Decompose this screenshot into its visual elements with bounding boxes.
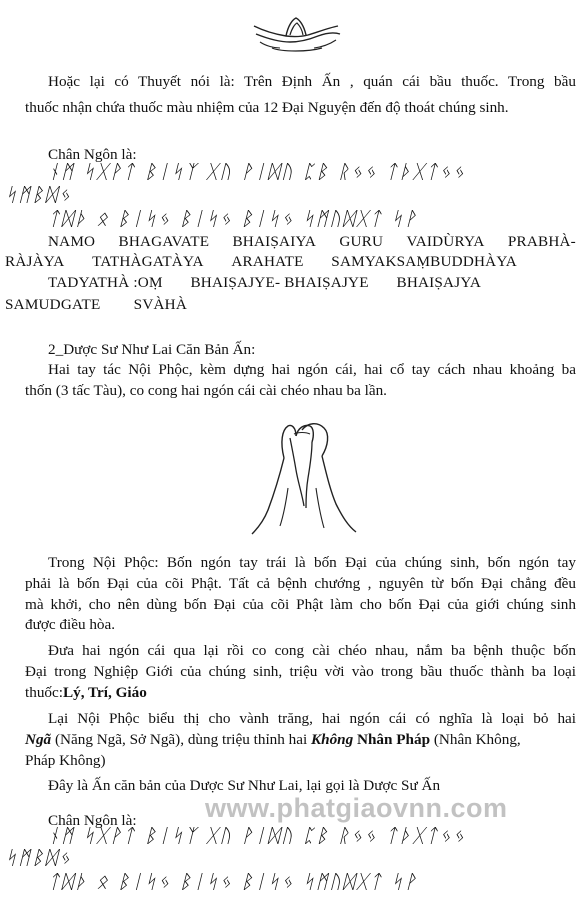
para3-line4: được điều hòa. <box>25 616 116 633</box>
romanized-line <box>48 272 481 294</box>
para4-line3 <box>25 682 147 704</box>
mantra-label: Chân Ngôn là: <box>48 146 137 163</box>
siddham-line: ᚾᛗ ᛋᚷᚹᛏ ᛒᛁᛋᛉ ᚷᚢ ᚹᛁᛞᚢ ᛈᛒ ᚱᛃᛃ ᛏᚦᚷᛏᛃᛃ <box>48 825 467 847</box>
para3-line1: Trong Nội Phộc: Bốn ngón tay trái là bốn Đại của chúng sinh, bốn ngón tay <box>48 554 576 571</box>
romanized-word: PRABHÀ- <box>507 233 576 250</box>
romanized-word: BHAIṢAJYE- BHAIṢAJYE <box>190 274 369 291</box>
romanized-word: VAIDÙRYA <box>406 233 485 250</box>
meditation-mudra-illustration <box>252 8 342 56</box>
romanized-word: SVÀHÀ <box>133 296 187 313</box>
siddham-line: ᛋᛗᛒᛞᛃ <box>5 847 73 869</box>
bold-italic-run: Không <box>311 731 354 748</box>
romanized-word: SAMYAKSAṂBUDDHÀYA <box>331 253 517 270</box>
romanized-word: BHAIṢAIYA <box>232 233 317 250</box>
text-run: (Năng Ngã, Sở Ngã), dùng triệu thỉnh hai <box>51 731 311 748</box>
bold-text-run: Lý, Trí, Giáo <box>62 684 147 701</box>
section2-line2: thốn (3 tấc Tàu), co cong hai ngón cái cài chéo nhau ba lần. <box>25 382 387 399</box>
section-heading: 2_Dược Sư Như Lai Căn Bản Ấn: <box>48 341 256 358</box>
romanized-word: TADYATHÀ :OṂ <box>48 274 163 291</box>
romanized-word: GURU <box>339 233 384 250</box>
romanized-line <box>5 294 187 316</box>
siddham-line: ᛋᛗᛒᛞᛃ <box>5 184 73 206</box>
para6-line1: Đây là Ấn căn bản của Dược Sư Như Lai, lại gọi là Dược Sư Ấn <box>48 777 441 794</box>
para1-line1: Hoặc lại có Thuyết nói là: Trên Định Ấn , quán cái bầu thuốc. Trong bầu <box>48 73 576 90</box>
romanized-word: BHAGAVATE <box>118 233 210 250</box>
para4-line2: Đại trong Nghiệp Giới của chúng sinh, triệu vời vào trong bầu thuốc thành ba loại <box>25 663 576 680</box>
para3-line3: mà khởi, cho nên dùng bốn Đại của cõi Phật làm cho bốn Đại của giới chúng sinh <box>25 596 576 613</box>
mantra-label: Chân Ngôn là: <box>48 812 137 829</box>
romanized-word: RÀJÀYA <box>5 253 65 270</box>
para3-line2: phải là bốn Đại của cõi Phật. Tất cả bệnh chướng , nguyên từ bốn Đại chẳng đều <box>25 575 576 592</box>
romanized-word: BHAIṢAJYA <box>396 274 481 291</box>
para1-line2: thuốc nhận chứa thuốc màu nhiệm của 12 Đại Nguyện đến độ thoát chúng sinh. <box>25 99 509 116</box>
romanized-word: TATHÀGATÀYA <box>92 253 204 270</box>
para5-line1: Lại Nội Phộc biểu thị cho vành trăng, hai ngón cái có nghĩa là loại bỏ hai <box>48 710 576 727</box>
para5-line2 <box>25 729 521 751</box>
mudra-hands-illustration <box>250 418 358 546</box>
text-run: (Nhân Không, <box>430 731 521 748</box>
bold-text-run: Nhân Pháp <box>357 731 431 748</box>
romanized-word: ARAHATE <box>231 253 304 270</box>
text-run: thuốc: <box>25 684 63 701</box>
romanized-word: SAMUDGATE <box>5 296 101 313</box>
siddham-line: ᛏᛞᚦ ᛟ ᛒᛁᛋᛃ ᛒᛁᛋᛃ ᛒᛁᛋᛃ ᛋᛗᚢᛞᚷᛏ ᛋᚹ <box>48 871 418 893</box>
siddham-line: ᚾᛗ ᛋᚷᚹᛏ ᛒᛁᛋᛉ ᚷᚢ ᚹᛁᛞᚢ ᛈᛒ ᚱᛃᛃ ᛏᚦᚷᛏᛃᛃ <box>48 161 467 183</box>
para4-line1: Đưa hai ngón cái qua lại rồi co cong cài chéo nhau, nắm ba bệnh thuộc bốn <box>48 642 576 659</box>
watermark: www.phatgiaovnn.com <box>205 793 508 823</box>
romanized-line <box>5 251 517 273</box>
siddham-line: ᛏᛞᚦ ᛟ ᛒᛁᛋᛃ ᛒᛁᛋᛃ ᛒᛁᛋᛃ ᛋᛗᚢᛞᚷᛏ ᛋᚹ <box>48 208 418 230</box>
bold-italic-run: Ngã <box>25 731 52 748</box>
para5-line3: Pháp Không) <box>25 752 106 769</box>
section2-line1: Hai tay tác Nội Phộc, kèm dựng hai ngón cái, hai cổ tay cách nhau khoảng ba <box>48 361 576 378</box>
romanized-line <box>48 231 576 253</box>
romanized-word: NAMO <box>48 233 96 250</box>
